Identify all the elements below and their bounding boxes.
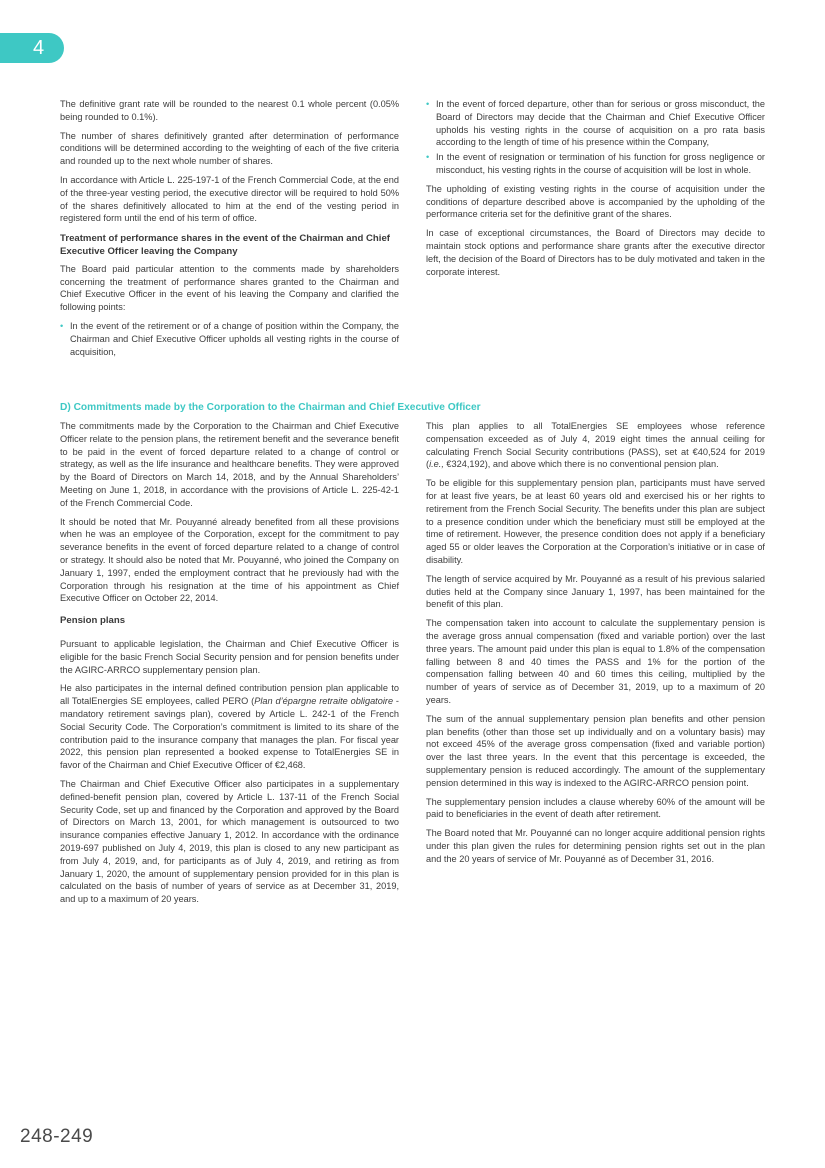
paragraph: Pursuant to applicable legislation, the Chairman and Chief Executive Officer is eligible for the basic French Social Security pension and for pension benefits under the AGIRC-ARRCO supplementary pension plan. bbox=[60, 638, 399, 675]
paragraph: The sum of the annual supplementary pension plan benefits and other pension plan benefits (other than those set up individually and on a voluntary basis) may not exceed 45% of the average gross compensation (fixed and variable portion) over the last three years. In the event that this percentage is exceeded, the supplementary pension is reduced accordingly. The amount of the supplementary pension determined in this way is indexed to the AGIRC-ARRCO pension point. bbox=[426, 713, 765, 788]
paragraph: The Chairman and Chief Executive Officer also participates in a supplementary defined-benefit pension plan, covered by Article L. 137-11 of the French Social Security Code, set up and financed by the Corporation and approved by the Board of Directors on March 13, 2001, for which management is outsourced to two insurance companies effective January 1, 2012. In accordance with the ordinance 2019-697 published on July 4, 2019, this plan is closed to any new participant as from July 4, 2019, and, for participants as of July 4, 2019, and retiring as from January 1, 2020, the amount of supplementary pension provided for in this plan is calculated on the basis of number of years of service as at December 31, 2019, and up to a maximum of 20 years. bbox=[60, 778, 399, 905]
chapter-tab bbox=[0, 33, 64, 63]
paragraph: The Board noted that Mr. Pouyanné can no longer acquire additional pension rights under this plan given the rules for determining pension rights set out in the plan and the 20 years of service of Mr. Pouyanné as of December 31, 2016. bbox=[426, 828, 765, 864]
list-item-text: In the event of forced departure, other than for serious or gross misconduct, the Board of Directors may decide that the Chairman and Chief Executive Officer upholds his vesting rights in the course of acquisition on a pro rata basis according to the length of time of his presence within the Company, bbox=[436, 99, 765, 148]
paragraph: In case of exceptional circumstances, the Board of Directors may decide to maintain stock options and performance share grants after the executive director left, the decision of the Board of Directors has to be duly motivated and taken in the corporate interest. bbox=[426, 228, 765, 277]
paragraph: The supplementary pension includes a clause whereby 60% of the amount will be paid to beneficiaries in the event of death after retirement. bbox=[426, 796, 765, 820]
column-top-right bbox=[426, 98, 765, 284]
paragraph: The number of shares definitively granted after determination of performance conditions will be determined according to the weighting of each of the five criteria and rounded up to the next whole number of shares. bbox=[60, 130, 399, 167]
paragraph: To be eligible for this supplementary pension plan, participants must have served for at least five years, be at least 60 years old and exercised his or her rights to retirement from the French Social Security. The benefits under this plan are subject to a presence condition under which the beneficiary must still be employed at the time of retirement. However, the presence condition does not apply if a beneficiary aged 55 or older leaves the Corporation at the Corporation’s initiative or in case of disability. bbox=[426, 478, 765, 565]
list-item bbox=[60, 320, 399, 358]
chapter-number: 4 bbox=[33, 37, 45, 59]
column-bottom-right bbox=[426, 420, 765, 872]
italic-text: Plan d’épargne retraite obligatoire bbox=[254, 696, 394, 707]
section-title: D) Commitments made by the Corporation to the Chairman and Chief Executive Officer bbox=[60, 402, 481, 413]
paragraph: The Board paid particular attention to the comments made by shareholders concerning the treatment of performance shares granted to the Chairman and Chief Executive Officer in the event of his leaving the Company and clarified the following points: bbox=[60, 263, 399, 313]
text-run: - mandatory retirement savings plan), covered by Article L. 242-1 of the French Social Security Code. The Corporation’s commitment is limited to its share of the contribution paid to the insurance company that manages the plan. For fiscal year 2022, this pension plan represented a booked expense to TotalEnergies SE in favor of the Chairman and Chief Executive Officer of €2,468. bbox=[60, 696, 399, 771]
paragraph: It should be noted that Mr. Pouyanné already benefited from all these provisions when he was an employee of the Corporation, except for the commitment to pay severance benefits in the event of forced departure related to a change of control or strategy. It should also be noted that Mr. Pouyanné, who joined the Company on January 1, 1997, ended the employment contract that he previously had with the Corporation through his resignation at the time of his appointment as Chief Executive Officer on October 22, 2014. bbox=[60, 516, 399, 604]
paragraph: The length of service acquired by Mr. Pouyanné as a result of his previous salaried duties held at the Company since January 1, 1997, has been maintained for the benefit of this plan. bbox=[426, 573, 765, 610]
paragraph: The definitive grant rate will be rounded to the nearest 0.1 whole percent (0.05% being rounded to 0.1%). bbox=[60, 99, 399, 122]
paragraph bbox=[426, 420, 765, 471]
subheading-performance-shares: Treatment of performance shares in the event of the Chairman and Chief Executive Officer leaving the Company bbox=[60, 233, 390, 257]
text-run: This plan applies to all TotalEnergies SE employees whose reference compensation exceeded as of July 4, 2019 eight times the annual ceiling for calculating French Social Security contributions (PASS), set at €40,524 for 2019 ( bbox=[426, 421, 765, 470]
bullet-icon: • bbox=[426, 99, 430, 109]
list-item bbox=[426, 151, 765, 177]
bullet-list bbox=[426, 98, 765, 177]
list-item-text: In the event of the retirement or of a change of position within the Company, the Chairman and Chief Executive Officer upholds all vesting rights in the course of acquisition, bbox=[70, 320, 399, 357]
paragraph: The commitments made by the Corporation to the Chairman and Chief Executive Officer relate to the pension plans, the retirement benefit and the severance benefit to be paid in the event of forced departure related to a change of control or strategy, as well as the life insurance and healthcare benefits. They were approved by the Board of Directors on March 14, 2018, and by the Annual Shareholders’ Meeting on June 1, 2018, in accordance with the provisions of Article L. 225-42-1 of the French Commercial Code. bbox=[60, 421, 399, 508]
column-bottom-left bbox=[60, 420, 399, 912]
list-item bbox=[426, 98, 765, 149]
subheading-pension-plans: Pension plans bbox=[60, 615, 126, 627]
paragraph bbox=[60, 682, 399, 772]
italic-text: i.e., bbox=[429, 459, 444, 470]
bullet-icon: • bbox=[60, 320, 64, 331]
paragraph: The compensation taken into account to calculate the supplementary pension is the average gross annual compensation (fixed and variable portion) over the last three years. The amount paid under this plan is equal to 1.8% of the compensation falling between 8 and 40 times the PASS and 1% for the portion of the compensation falling between 40 and 60 times this ceiling, multiplied by the number of years of service as of December 31, 2019, up to a maximum of 20 years. bbox=[426, 618, 765, 705]
column-top-left bbox=[60, 98, 399, 364]
text-run: He also participates in the internal defined contribution pension plan applicable to all TotalEnergies SE employees, called PERO ( bbox=[60, 683, 399, 707]
text-run: €324,192), and above which there is no conventional pension plan. bbox=[443, 459, 719, 470]
bullet-icon: • bbox=[426, 152, 430, 163]
paragraph: The upholding of existing vesting rights in the course of acquisition under the conditions of departure described above is accompanied by the upholding of the performance criteria set for the definitive grant of the shares. bbox=[426, 183, 765, 220]
bullet-list bbox=[60, 320, 399, 358]
paragraph: In accordance with Article L. 225-197-1 of the French Commercial Code, at the end of the three-year vesting period, the executive director will be required to hold 50% of the shares definitively allocated to him at the end of the vesting period in registered form until the end of his term of office. bbox=[60, 174, 399, 224]
list-item-text: In the event of resignation or termination of his function for gross negligence or misconduct, his vesting rights in the course of acquisition will be lost in whole. bbox=[436, 152, 765, 175]
page-numbers: 248-249 bbox=[20, 1126, 94, 1147]
